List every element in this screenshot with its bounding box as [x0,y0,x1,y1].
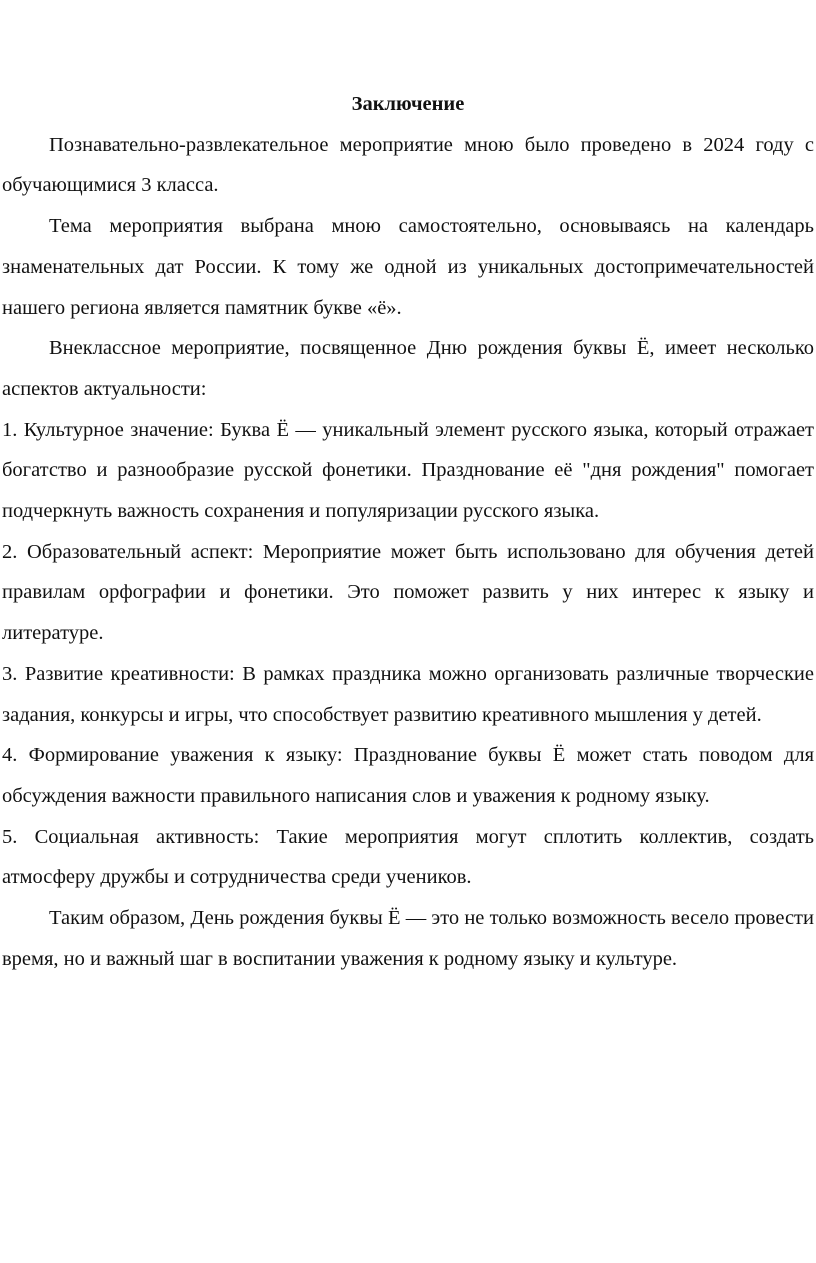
list-item-cultural: 1. Культурное значение: Буква Ё — уникальный элемент русского языка, который отражает богатство и разнообразие русской фонетики. Празднование её "дня рождения" помогает подчеркнуть важность сохранения и популяризации русского языка. [2,418,814,523]
list-item-social: 5. Социальная активность: Такие мероприятия могут сплотить коллектив, создать атмосферу дружбы и сотрудничества среди учеников. [2,825,814,889]
paragraph-topic: Тема мероприятия выбрана мною самостоятельно, основываясь на календарь знаменательных дат России. К тому же одной из уникальных достопримечательностей нашего региона является памятник букве «ё». [2,215,814,319]
paragraph-conclusion: Таким образом, День рождения буквы Ё — это не только возможность весело провести время, но и важный шаг в воспитании уважения к родному языку и культуре. [2,907,814,970]
list-item-creativity: 3. Развитие креативности: В рамках праздника можно организовать различные творческие задания, конкурсы и игры, что способствует развитию креативного мышления у детей. [2,662,814,726]
paragraph-relevance: Внеклассное мероприятие, посвященное Дню рождения буквы Ё, имеет несколько аспектов актуальности: [2,337,814,400]
page-title: Заключение [351,93,465,115]
list-item-respect: 4. Формирование уважения к языку: Празднование буквы Ё может стать поводом для обсуждения важности правильного написания слов и уважения к родному языку. [2,744,814,807]
list-item-educational: 2. Образовательный аспект: Мероприятие может быть использовано для обучения детей правилам орфографии и фонетики. Это поможет развить у них интерес к языку и литературе. [2,540,814,645]
paragraph-intro: Познавательно-развлекательное мероприятие мною было проведено в 2024 году с обучающимися 3 класса. [2,133,814,197]
